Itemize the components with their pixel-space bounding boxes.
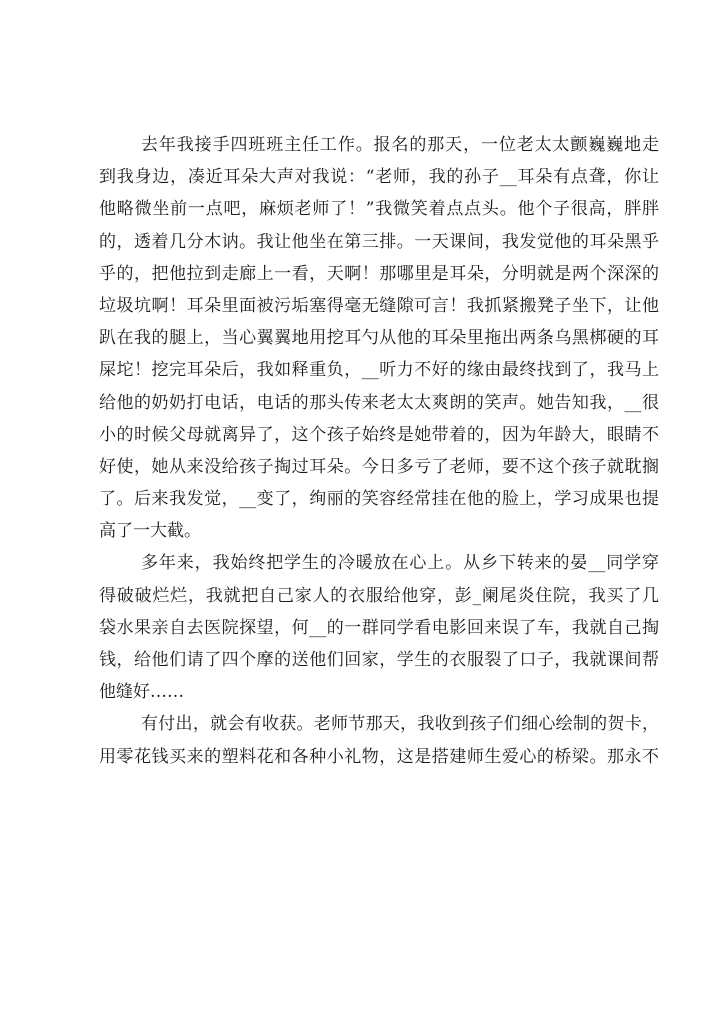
text-line: 乎的，把他拉到走廊上一看，天啊！那哪里是耳朵，分明就是两个深深的: [99, 263, 659, 284]
text-line: 的，透着几分木讷。我让他坐在第三排。一天课间，我发觉他的耳朵黑乎: [99, 231, 659, 252]
text-line: 去年我接手四班班主任工作。报名的那天，一位老太太颤巍巍地走: [141, 135, 659, 155]
text-line: 小的时候父母就离异了，这个孩子始终是她带着的，因为年龄大，眼睛不: [99, 424, 659, 445]
text-line: 到我身边，凑近耳朵大声对我说：“老师，我的孙子__耳朵有点聋，你让: [99, 167, 659, 188]
text-line: 钱，给他们请了四个摩的送他们回家，学生的衣服裂了口子，我就课间帮: [99, 650, 659, 670]
text-line: 有付出，就会有收获。老师节那天，我收到孩子们细心绘制的贺卡，: [141, 714, 659, 735]
text-line: 垃圾坑啊！耳朵里面被污垢塞得毫无缝隙可言！我抓紧搬凳子坐下，让他: [99, 295, 659, 316]
text-line: 多年来，我始终把学生的冷暖放在心上。从乡下转来的晏__同学穿: [141, 553, 659, 574]
text-line: 他略微坐前一点吧，麻烦老师了！”我微笑着点点头。他个子很高，胖胖: [99, 199, 659, 220]
text-line: 高了一大截。: [99, 521, 201, 542]
text-line: 了。后来我发觉，__变了，绚丽的笑容经常挂在他的脸上，学习成果也提: [99, 489, 659, 510]
text-line: 屎坨！挖完耳朵后，我如释重负，__听力不好的缘由最终找到了，我马上: [99, 360, 659, 381]
document-body: [99, 129, 659, 773]
paragraph: [99, 708, 659, 772]
paragraph: [99, 129, 659, 547]
text-line: 得破破烂烂，我就把自己家人的衣服给他穿，彭_阑尾炎住院，我买了几: [99, 585, 659, 606]
text-line: 趴在我的腿上，当心翼翼地用挖耳勺从他的耳朵里拖出两条乌黑梆硬的耳: [99, 328, 659, 349]
text-line: 他缝好……: [99, 682, 184, 703]
paragraph: [99, 547, 659, 708]
text-line: 好使，她从来没给孩子掏过耳朵。今日多亏了老师，要不这个孩子就耽搁: [99, 456, 659, 477]
text-line: 给他的奶奶打电话，电话的那头传来老太太爽朗的笑声。她告知我，__很: [99, 392, 659, 413]
text-line: 用零花钱买来的塑料花和各种小礼物，这是搭建师生爱心的桥梁。那永不: [99, 746, 659, 767]
text-line: 袋水果亲自去医院探望，何__的一群同学看电影回来误了车，我就自己掏: [99, 617, 659, 638]
